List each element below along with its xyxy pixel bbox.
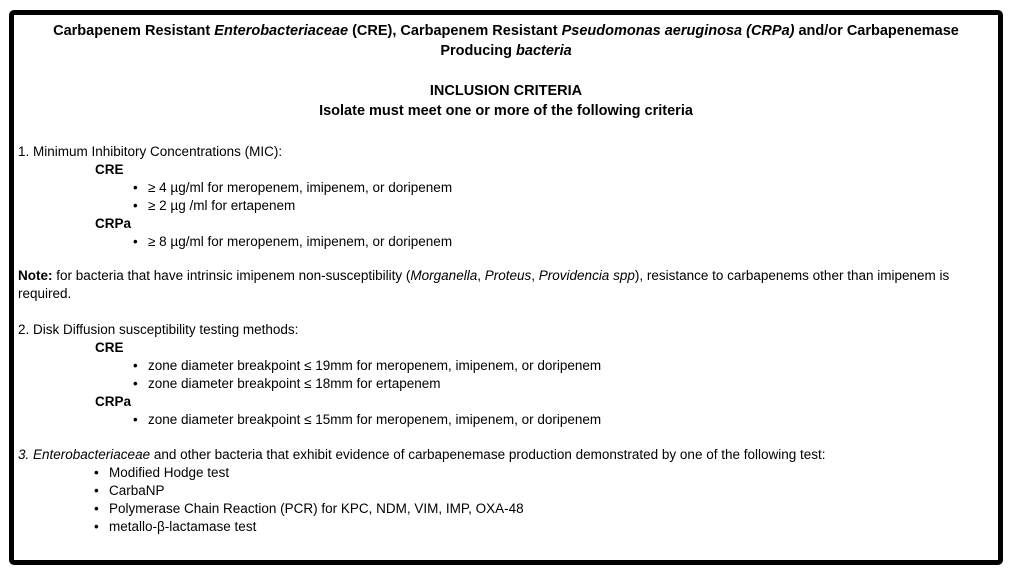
section-3-heading-text: and other bacteria that exhibit evidence of carbapenemase production demonstrated by one of the following test:: [150, 447, 826, 462]
section-2-crpa-label: CRPa: [95, 394, 132, 409]
title-text: (CRE), Carbapenem Resistant: [348, 23, 562, 39]
section-3-organism: 3. Enterobacteriaceae: [18, 447, 151, 462]
section-3-item: • Polymerase Chain Reaction (PCR) for KPC, NDM, VIM, IMP, OXA-48: [109, 500, 524, 518]
section-1-cre-item: • ≥ 2 µg /ml for ertapenem: [148, 197, 295, 215]
note-text: for bacteria that have intrinsic imipenem non-susceptibility (: [52, 268, 411, 283]
note-genus: Providencia spp: [538, 268, 635, 283]
section-3-heading: [18, 446, 826, 464]
section-2-heading: 2. Disk Diffusion susceptibility testing methods:: [18, 322, 299, 337]
note-genus: Proteus: [484, 268, 532, 283]
section-2-cre-item: • zone diameter breakpoint ≤ 19mm for meropenem, imipenem, or doripenem: [148, 357, 601, 375]
document-content: [14, 15, 998, 560]
inclusion-heading: INCLUSION CRITERIA: [429, 83, 583, 99]
note-text: ), resistance to carbapenems other than imipenem is: [634, 268, 950, 283]
section-3-item: • CarbaNP: [109, 482, 165, 500]
section-2-cre-item: • zone diameter breakpoint ≤ 18mm for ertapenem: [148, 375, 441, 393]
section-1-crpa-label: CRPa: [95, 216, 132, 231]
note-genus: Morganella: [410, 268, 478, 283]
section-2-cre-label: CRE: [95, 340, 124, 355]
note-label: Note:: [18, 268, 53, 283]
note-text: ,: [477, 268, 485, 283]
title-text: Producing: [440, 43, 517, 59]
title-organism-1: Enterobacteriaceae: [214, 23, 349, 39]
title-line-1: [14, 21, 998, 41]
section-1-crpa-item: • ≥ 8 µg/ml for meropenem, imipenem, or doripenem: [148, 233, 452, 251]
document-frame: [9, 10, 1003, 565]
section-3-item: • Modified Hodge test: [109, 464, 229, 482]
title-text: Carbapenem Resistant: [53, 23, 215, 39]
criteria-subtitle: Isolate must meet one or more of the following criteria: [319, 103, 693, 119]
note-line-1: [18, 267, 949, 285]
title-organism-3: bacteria: [516, 43, 572, 59]
note-line-2: required.: [18, 286, 72, 301]
title-line-2: [14, 41, 998, 61]
section-2-crpa-item: • zone diameter breakpoint ≤ 15mm for meropenem, imipenem, or doripenem: [148, 411, 601, 429]
section-3-item: • metallo-β-lactamase test: [109, 518, 256, 536]
title-organism-2: Pseudomonas aeruginosa (CRPa): [561, 23, 795, 39]
section-1-heading: 1. Minimum Inhibitory Concentrations (MIC):: [18, 144, 283, 159]
section-1-cre-label: CRE: [95, 162, 124, 177]
title-text: and/or Carbapenemase: [794, 23, 959, 39]
note-text: ,: [531, 268, 539, 283]
section-1-cre-item: • ≥ 4 µg/ml for meropenem, imipenem, or doripenem: [148, 179, 452, 197]
